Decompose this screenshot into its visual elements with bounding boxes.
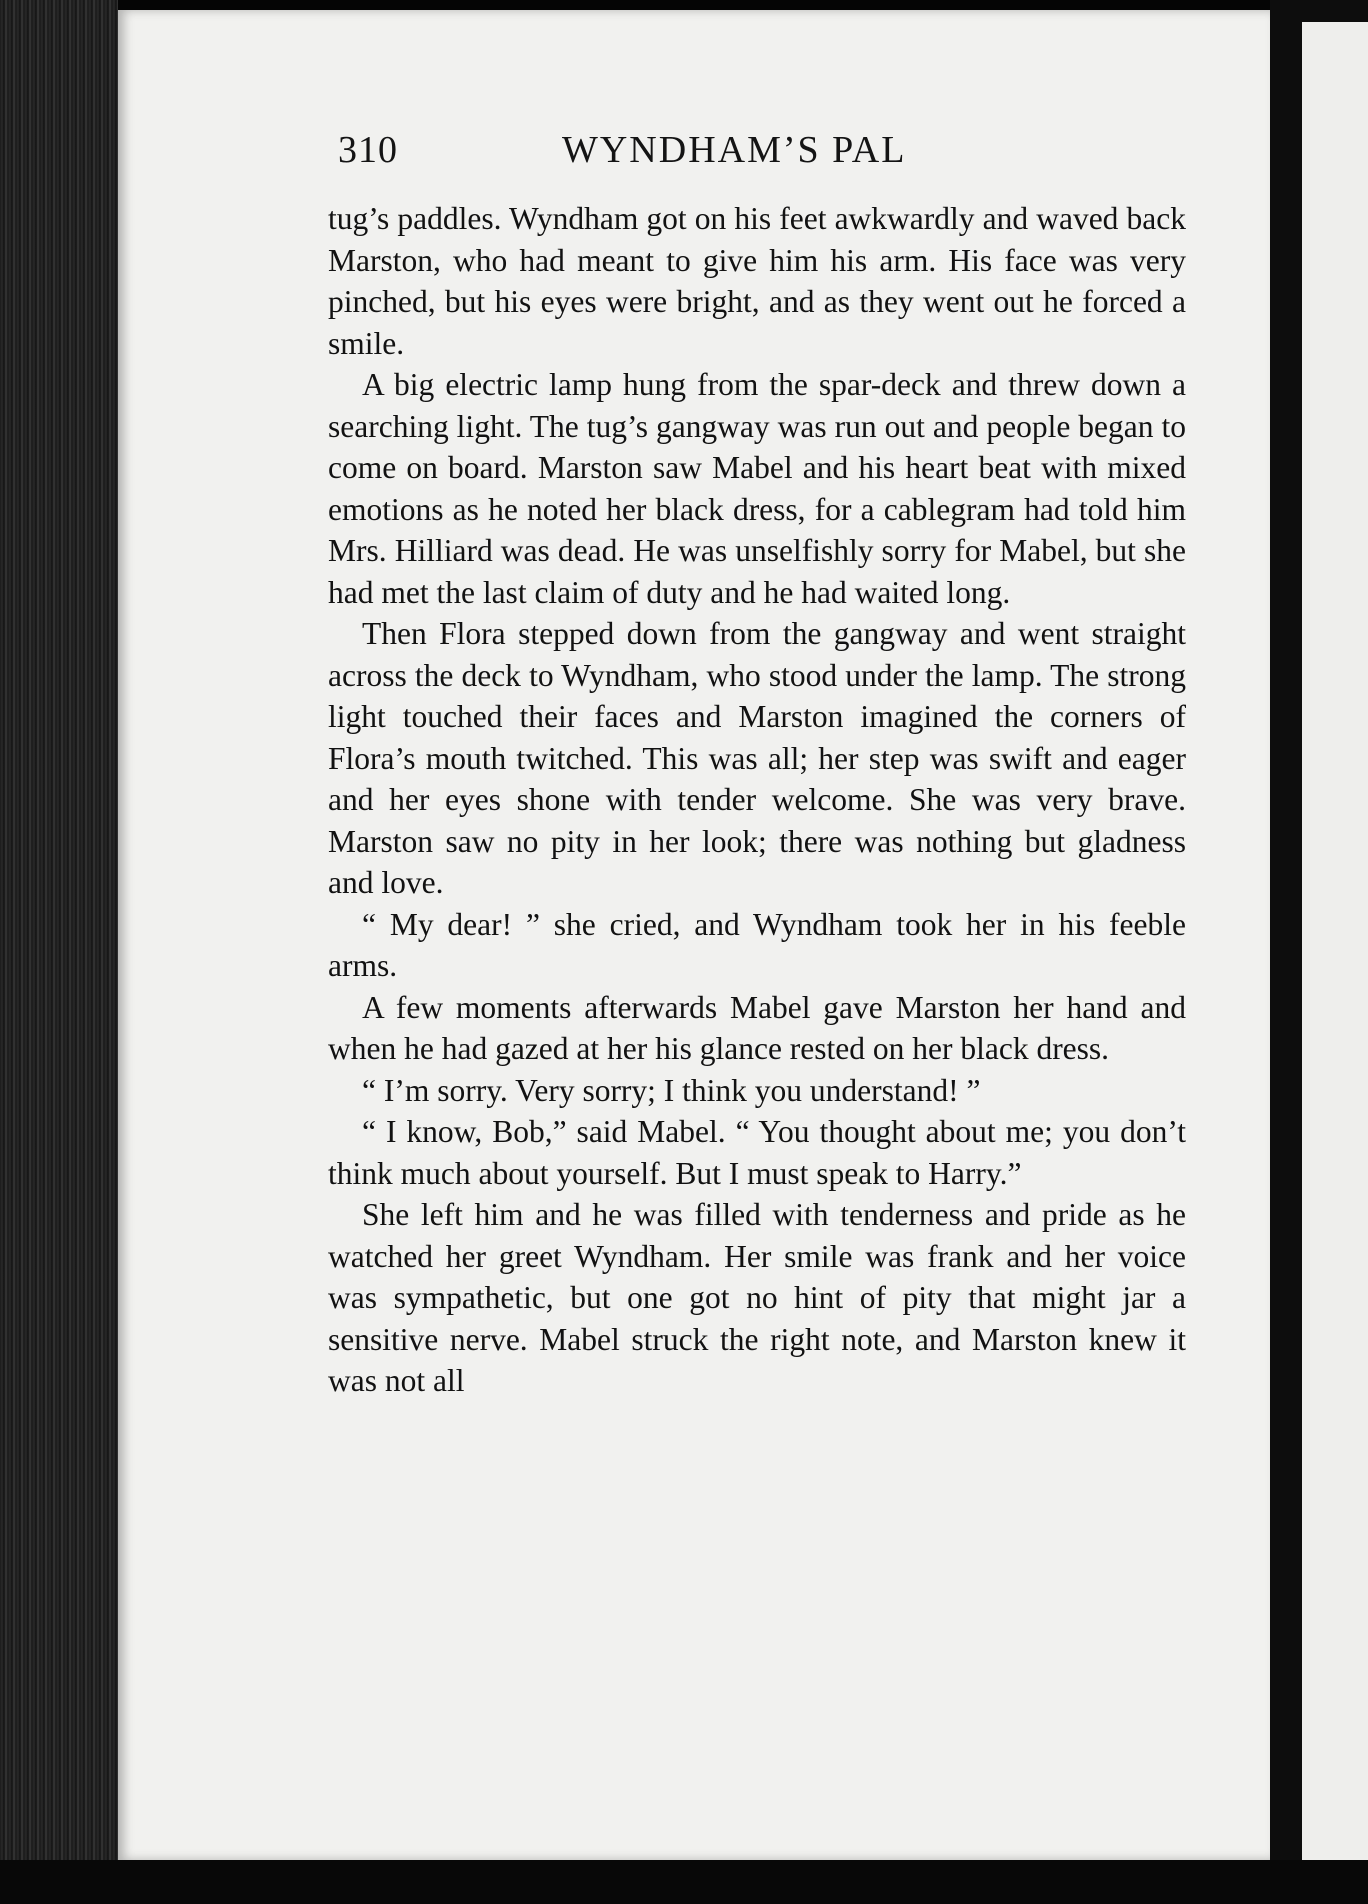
page-number: 310	[338, 129, 398, 171]
paragraph-8: She left him and he was filled with tenderness and pride as he watched her greet Wyndham. Her smile was frank and her voice was sympathetic, but one got no hint of pity that might jar a sensitive nerve. Mabel struck the right note, and Marston knew it was not all	[328, 1197, 1186, 1398]
scan-bottom-border	[0, 1860, 1368, 1904]
book-page-edges	[0, 0, 118, 1904]
paragraph-2: A big electric lamp hung from the spar-deck and threw down a searching light. The tug’s gangway was run out and people began to come on board. Marston saw Mabel and his heart beat with mixed emotions as he noted her black dress, for a cablegram had told him Mrs. Hilliard was dead. He was unselfishly sorry for Mabel, but she had met the last claim of duty and he had waited long.	[328, 367, 1186, 610]
facing-page-edge	[1302, 22, 1368, 1874]
paragraph-1: tug’s paddles. Wyndham got on his feet awkwardly and waved back Marston, who had meant to give him his arm. His face was very pinched, but his eyes were bright, and as they went out he forced a smile.	[328, 201, 1186, 361]
running-title: WYNDHAM’S PAL	[562, 129, 907, 171]
paragraph-3: Then Flora stepped down from the gangway and went straight across the deck to Wyndham, who stood under the lamp. The strong light touched their faces and Marston imagined the corners of Flora’s mouth twitched. This was all; her step was swift and eager and her eyes shone with tender welcome. She was very brave. Marston saw no pity in her look; there was nothing but gladness and love.	[328, 616, 1186, 900]
paragraph-5: A few moments afterwards Mabel gave Marston her hand and when he had gazed at her his glance rested on her black dress.	[328, 989, 1186, 1066]
running-head	[210, 128, 1210, 188]
paragraph-4: “ My dear! ” she cried, and Wyndham took her in his feeble arms.	[328, 906, 1186, 983]
paragraph-6: “ I’m sorry. Very sorry; I think you understand! ”	[362, 1072, 981, 1108]
paragraph-7: “ I know, Bob,” said Mabel. “ You thought about me; you don’t think much about yourself. But I must speak to Harry.”	[328, 1114, 1186, 1191]
body-text	[328, 198, 1186, 1402]
